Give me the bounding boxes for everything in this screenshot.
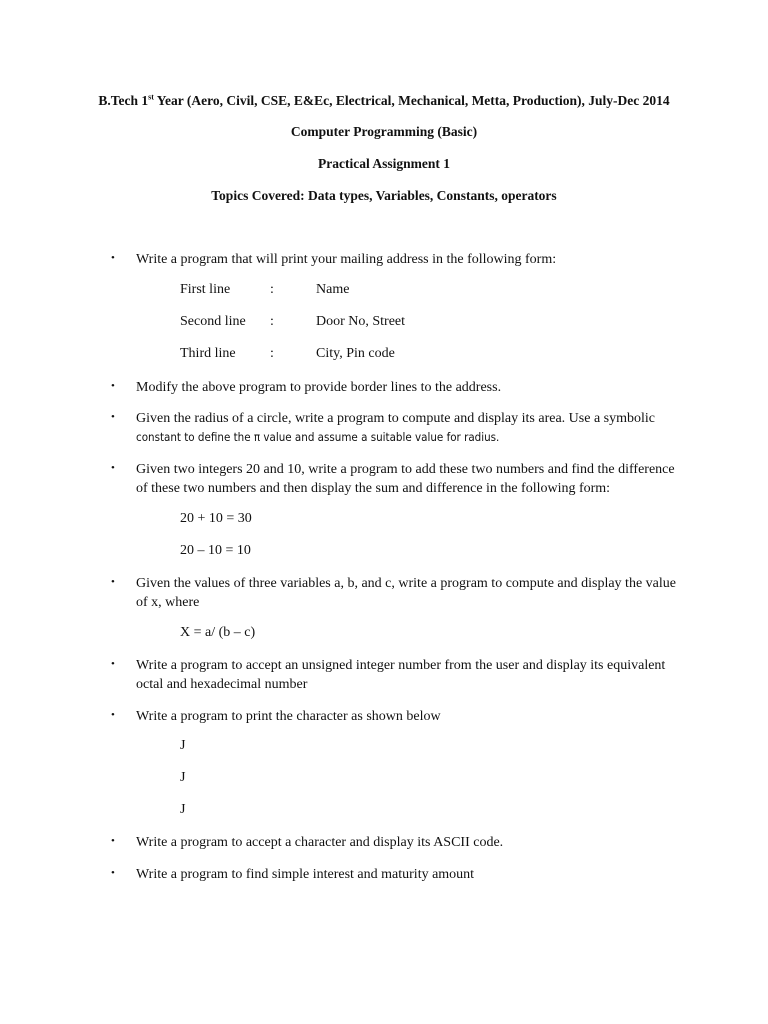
assignment-title: Practical Assignment 1 — [318, 156, 450, 171]
difference-output-line: 20 – 10 = 10 — [180, 543, 251, 558]
address-label: Third line — [180, 346, 236, 361]
address-row — [180, 282, 480, 301]
address-value: City, Pin code — [316, 346, 395, 361]
formula-line: X = a/ (b – c) — [180, 625, 256, 640]
list-item-line: Given the radius of a circle, write a program to compute and display its area. Use a symbolic — [136, 411, 655, 426]
list-item — [136, 409, 676, 447]
list-item: Write a program to find simple interest and maturity amount — [136, 867, 475, 882]
bullet-marker: • — [111, 411, 115, 423]
address-row — [180, 346, 480, 365]
bullet-marker: • — [111, 867, 115, 879]
address-label: First line — [180, 282, 231, 297]
bullet-marker: • — [111, 835, 115, 847]
topics-covered: Topics Covered: Data types, Variables, Constants, operators — [211, 188, 557, 203]
list-item-line: constant to define the π value and assume a suitable value for radius. — [136, 430, 500, 444]
bullet-marker: • — [111, 709, 115, 721]
list-item: Given the values of three variables a, b, and c, write a program to compute and display the value of x, where — [136, 576, 676, 610]
address-value: Door No, Street — [316, 314, 406, 329]
character-line: J — [180, 802, 186, 817]
list-item: Write a program to accept an unsigned integer number from the user and display its equivalent octal and hexadecimal number — [136, 658, 666, 692]
list-item: Write a program to print the character as shown below — [136, 709, 441, 724]
header-year-text: B.Tech 1 — [98, 93, 149, 108]
address-separator: : — [270, 346, 274, 361]
bullet-marker: • — [111, 252, 115, 264]
header-branches-text: Year (Aero, Civil, CSE, E&Ec, Electrical, Mechanical, Metta, Production), July-Dec 2014 — [153, 93, 670, 108]
character-line: J — [180, 738, 186, 753]
list-item: Write a program to accept a character and display its ASCII code. — [136, 835, 504, 850]
list-item: Modify the above program to provide border lines to the address. — [136, 380, 502, 395]
bullet-marker: • — [111, 658, 115, 670]
list-item: Given two integers 20 and 10, write a program to add these two numbers and find the difference of these two numbers and then display the sum and difference in the following form: — [136, 462, 675, 496]
address-label: Second line — [180, 314, 246, 329]
bullet-marker: • — [111, 462, 115, 474]
course-title: Computer Programming (Basic) — [290, 124, 478, 139]
list-item: Write a program that will print your mailing address in the following form: — [136, 252, 557, 267]
address-separator: : — [270, 314, 274, 329]
sum-output-line: 20 + 10 = 30 — [180, 511, 252, 526]
address-row — [180, 314, 480, 333]
bullet-marker: • — [111, 380, 115, 392]
address-value: Name — [316, 282, 350, 297]
course-header-line — [0, 93, 768, 109]
header-ordinal-superscript: st — [148, 92, 154, 102]
address-separator: : — [270, 282, 274, 297]
character-line: J — [180, 770, 186, 785]
bullet-marker: • — [111, 576, 115, 588]
